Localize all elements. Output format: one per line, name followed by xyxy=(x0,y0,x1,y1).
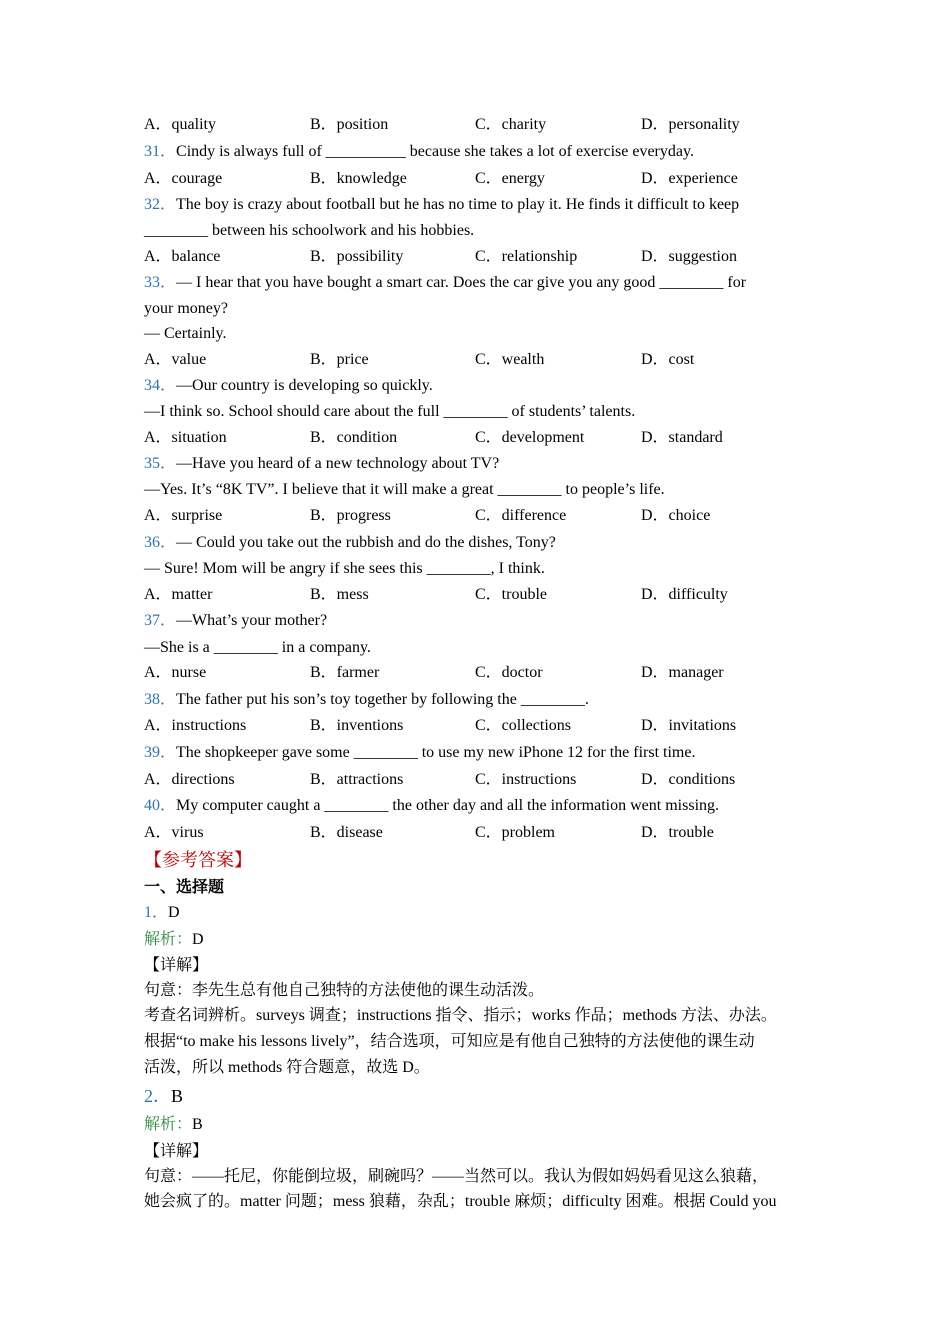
q33-options xyxy=(144,348,824,372)
q33-text-line1: — I hear that you have bought a smart car. Does the car give you any good ________ for xyxy=(176,274,747,291)
q37-option-c[interactable]: C．doctor xyxy=(475,664,543,681)
q35-number: 35． xyxy=(144,455,177,472)
q34-option-d[interactable]: D．standard xyxy=(641,429,723,446)
answer-1-value: D xyxy=(168,904,180,921)
q38-text: The father put his son’s toy together by following the ________. xyxy=(176,691,589,708)
q40-option-b[interactable]: B．disease xyxy=(310,824,383,841)
q39-option-c[interactable]: C．instructions xyxy=(475,771,577,788)
answer-1-number: 1． xyxy=(144,904,169,921)
q40-text: My computer caught a ________ the other day and all the information went missing. xyxy=(176,797,720,814)
q32-option-b[interactable]: B．possibility xyxy=(310,248,404,265)
section-title-choice: 一、选择题 xyxy=(144,879,225,896)
q39-number: 39． xyxy=(144,744,177,761)
q36-options xyxy=(144,583,824,607)
q40-option-d[interactable]: D．trouble xyxy=(641,824,714,841)
answer-2-number: 2． xyxy=(144,1086,171,1106)
q37-number: 37． xyxy=(144,612,177,629)
q30-option-a[interactable]: A．quality xyxy=(144,116,216,133)
q31-option-a[interactable]: A．courage xyxy=(144,170,223,187)
q37-stem xyxy=(144,609,327,633)
q32-option-a[interactable]: A．balance xyxy=(144,248,221,265)
q33-option-d[interactable]: D．cost xyxy=(641,351,695,368)
answer-2 xyxy=(144,1084,183,1108)
q38-stem xyxy=(144,688,589,712)
q39-text: The shopkeeper gave some ________ to use my new iPhone 12 for the first time. xyxy=(176,744,696,761)
q36-stem xyxy=(144,531,556,555)
q40-options xyxy=(144,821,824,845)
answer-1-detail-line2: 考查名词辨析。surveys 调查；instructions 指令、指示；works 作品；methods 方法、办法。 xyxy=(144,1007,777,1024)
answer-1 xyxy=(144,901,180,925)
q32-number: 32． xyxy=(144,196,177,213)
q38-option-c[interactable]: C．collections xyxy=(475,717,571,734)
answer-1-detail-label: 【详解】 xyxy=(144,957,209,974)
q34-text-line1: —Our country is developing so quickly. xyxy=(176,377,433,394)
q37-text-line1: —What’s your mother? xyxy=(176,612,328,629)
q35-option-b[interactable]: B．progress xyxy=(310,507,391,524)
q34-options xyxy=(144,426,824,450)
analysis-value: B xyxy=(192,1116,203,1133)
q33-text-line3: — Certainly. xyxy=(144,325,227,342)
q33-text-line2: your money? xyxy=(144,300,228,317)
q40-option-a[interactable]: A．virus xyxy=(144,824,204,841)
q36-option-d[interactable]: D．difficulty xyxy=(641,586,728,603)
answer-1-detail-line4: 活泼，所以 methods 符合题意，故选 D。 xyxy=(144,1059,430,1076)
q31-option-d[interactable]: D．experience xyxy=(641,170,738,187)
q38-option-d[interactable]: D．invitations xyxy=(641,717,737,734)
q32-text-line1: The boy is crazy about football but he has no time to play it. He finds it difficult to keep xyxy=(176,196,740,213)
q31-number: 31． xyxy=(144,143,177,160)
answer-2-value: B xyxy=(171,1086,184,1106)
q31-stem xyxy=(144,140,694,164)
answer-key-heading: 【参考答案】 xyxy=(144,850,252,870)
q35-text-line2: —Yes. It’s “8K TV”. I believe that it will make a great ________ to people’s life. xyxy=(144,481,665,498)
q31-text: Cindy is always full of __________ because she takes a lot of exercise everyday. xyxy=(176,143,694,160)
q38-option-a[interactable]: A．instructions xyxy=(144,717,247,734)
q35-options xyxy=(144,504,824,528)
q39-stem xyxy=(144,741,695,765)
q36-option-c[interactable]: C．trouble xyxy=(475,586,547,603)
q35-option-a[interactable]: A．surprise xyxy=(144,507,223,524)
q37-option-a[interactable]: A．nurse xyxy=(144,664,207,681)
q38-options xyxy=(144,714,824,738)
q37-option-b[interactable]: B．farmer xyxy=(310,664,380,681)
q30-option-c[interactable]: C．charity xyxy=(475,116,547,133)
q40-number: 40． xyxy=(144,797,177,814)
q32-stem xyxy=(144,193,739,217)
q39-option-d[interactable]: D．conditions xyxy=(641,771,736,788)
q33-option-b[interactable]: B．price xyxy=(310,351,369,368)
q33-stem xyxy=(144,271,746,295)
q34-option-b[interactable]: B．condition xyxy=(310,429,398,446)
q40-option-c[interactable]: C．problem xyxy=(475,824,555,841)
answer-2-detail-line1: 句意：——托尼，你能倒垃圾，刷碗吗？——当然可以。我认为假如妈妈看见这么狼藉， xyxy=(144,1168,769,1185)
q32-text-line2: ________ between his schoolwork and his hobbies. xyxy=(144,222,475,239)
q30-option-b[interactable]: B．position xyxy=(310,116,389,133)
q34-text-line2: —I think so. School should care about the full ________ of students’ talents. xyxy=(144,403,636,420)
analysis-value: D xyxy=(192,931,204,948)
q32-options xyxy=(144,245,824,269)
q36-option-b[interactable]: B．mess xyxy=(310,586,369,603)
q31-options xyxy=(144,167,824,191)
q37-option-d[interactable]: D．manager xyxy=(641,664,724,681)
q37-text-line2: —She is a ________ in a company. xyxy=(144,639,371,656)
q33-option-a[interactable]: A．value xyxy=(144,351,207,368)
q40-stem xyxy=(144,794,719,818)
q38-option-b[interactable]: B．inventions xyxy=(310,717,404,734)
answer-1-analysis xyxy=(144,928,204,952)
q30-option-d[interactable]: D．personality xyxy=(641,116,740,133)
q36-number: 36． xyxy=(144,534,177,551)
answer-2-detail-line2: 她会疯了的。matter 问题；mess 狼藉，杂乱；trouble 麻烦；difficulty 困难。根据 Could you xyxy=(144,1193,777,1210)
answer-1-detail-line3: 根据“to make his lessons lively”，结合选项，可知应是有他自己独特的方法使他的课生动 xyxy=(144,1033,755,1050)
q39-option-b[interactable]: B．attractions xyxy=(310,771,404,788)
q36-text-line1: — Could you take out the rubbish and do the dishes, Tony? xyxy=(176,534,556,551)
q37-options xyxy=(144,661,824,685)
answer-1-detail-line1: 句意：李先生总有他自己独特的方法使他的课生动活泼。 xyxy=(144,982,545,999)
analysis-label: 解析： xyxy=(144,931,193,948)
q33-number: 33． xyxy=(144,274,177,291)
q34-option-c[interactable]: C．development xyxy=(475,429,585,446)
answer-2-detail-label: 【详解】 xyxy=(144,1143,209,1160)
q39-option-a[interactable]: A．directions xyxy=(144,771,235,788)
q31-option-b[interactable]: B．knowledge xyxy=(310,170,407,187)
q38-number: 38． xyxy=(144,691,177,708)
q35-text-line1: —Have you heard of a new technology about TV? xyxy=(176,455,500,472)
q36-option-a[interactable]: A．matter xyxy=(144,586,213,603)
q31-option-c[interactable]: C．energy xyxy=(475,170,545,187)
q33-option-c[interactable]: C．wealth xyxy=(475,351,545,368)
q30-options xyxy=(144,113,824,137)
q34-option-a[interactable]: A．situation xyxy=(144,429,227,446)
q32-option-c[interactable]: C．relationship xyxy=(475,248,578,265)
q35-option-c[interactable]: C．difference xyxy=(475,507,567,524)
q34-stem xyxy=(144,374,433,398)
q35-stem xyxy=(144,452,499,476)
q39-options xyxy=(144,768,824,792)
q35-option-d[interactable]: D．choice xyxy=(641,507,711,524)
q32-option-d[interactable]: D．suggestion xyxy=(641,248,738,265)
q34-number: 34． xyxy=(144,377,177,394)
answer-2-analysis xyxy=(144,1113,203,1137)
analysis-label: 解析： xyxy=(144,1116,193,1133)
q36-text-line2: — Sure! Mom will be angry if she sees this ________, I think. xyxy=(144,560,545,577)
